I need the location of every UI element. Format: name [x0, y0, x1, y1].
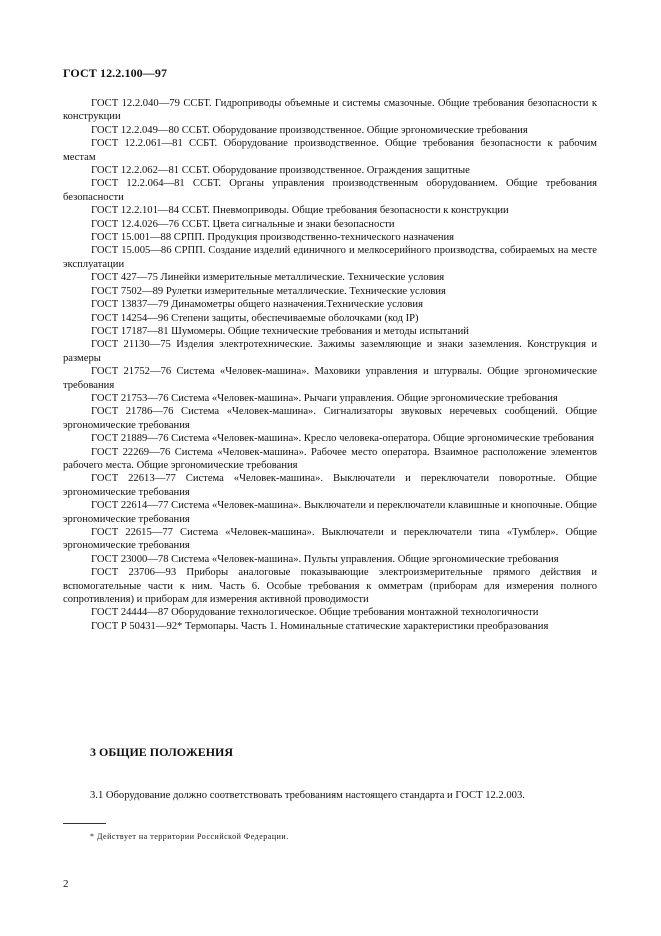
reference-item: ГОСТ 12.2.101—84 ССБТ. Пневмоприводы. Общие требования безопасности к конструкции [91, 205, 509, 217]
reference-item: ГОСТ 21889—76 Система «Человек-машина». Кресло человека-оператора. Общие эргономические требования [91, 433, 594, 445]
reference-item: ГОСТ 21786—76 Система «Человек-машина». Сигнализаторы звуковых неречевых сообщений. Общие эргономические требования [63, 406, 597, 431]
reference-item: ГОСТ Р 50431—92* Термопары. Часть 1. Номинальные статические характеристики преобразования [91, 620, 549, 632]
references-list [63, 97, 597, 633]
reference-item: ГОСТ 427—75 Линейки измерительные металлические. Технические условия [91, 272, 445, 284]
reference-item: ГОСТ 21753—76 Система «Человек-машина». Рычаги управления. Общие эргономические требования [91, 392, 558, 404]
reference-item: ГОСТ 14254—96 Степени защиты, обеспечиваемые оболочками (код IP) [91, 312, 419, 324]
reference-item: ГОСТ 22613—77 Система «Человек-машина». Выключатели и переключатели поворотные. Общие эргономические требования [63, 473, 597, 498]
reference-item: ГОСТ 24444—87 Оборудование технологическое. Общие требования монтажной технологичности [91, 607, 539, 619]
reference-item: ГОСТ 17187—81 Шумомеры. Общие технические требования и методы испытаний [91, 325, 469, 337]
reference-item: ГОСТ 23706—93 Приборы аналоговые показывающие электроизмерительные прямого действия и вспомогательные части к ним. Часть 6. Особые требования к омметрам (приборам для измерения полного сопротивления) и приборам для измерения активной проводимости [63, 567, 597, 606]
reference-item: ГОСТ 15.005—86 СРПП. Создание изделий единичного и мелкосерийного производства, собираемых на месте эксплуатации [63, 245, 597, 270]
reference-item: ГОСТ 12.4.026—76 ССБТ. Цвета сигнальные и знаки безопасности [91, 218, 395, 230]
reference-item: ГОСТ 23000—78 Система «Человек-машина». Пульты управления. Общие эргономические требования [91, 553, 559, 565]
reference-item: ГОСТ 12.2.062—81 ССБТ. Оборудование производственное. Ограждения защитные [91, 165, 470, 177]
reference-item: ГОСТ 7502—89 Рулетки измерительные металлические. Технические условия [91, 285, 446, 297]
section-heading: 3 ОБЩИЕ ПОЛОЖЕНИЯ [90, 745, 234, 759]
body-paragraph: 3.1 Оборудование должно соответствовать требованиям настоящего стандарта и ГОСТ 12.2.003. [90, 790, 525, 801]
reference-item: ГОСТ 22269—76 Система «Человек-машина». Рабочее место оператора. Взаимное расположение элементов рабочего места. Общие эргономические требования [63, 446, 597, 471]
reference-item: ГОСТ 15.001—88 СРПП. Продукция производственно-технического назначения [91, 232, 455, 244]
footnote: * Действует на территории Российской Федерации. [90, 832, 289, 841]
reference-item: ГОСТ 12.2.061—81 ССБТ. Оборудование производственное. Общие требования безопасности к рабочим местам [63, 138, 597, 163]
reference-item: ГОСТ 12.2.064—81 ССБТ. Органы управления производственным оборудованием. Общие требования безопасности [63, 178, 597, 203]
reference-item: ГОСТ 12.2.049—80 ССБТ. Оборудование производственное. Общие эргономические требования [91, 124, 528, 136]
reference-item: ГОСТ 22614—77 Система «Человек-машина». Выключатели и переключатели клавишные и кнопочные. Общие эргономические требования [63, 500, 597, 525]
page-number: 2 [63, 878, 69, 890]
page-header-title: ГОСТ 12.2.100—97 [63, 66, 168, 80]
reference-item: ГОСТ 21752—76 Система «Человек-машина». Маховики управления и штурвалы. Общие эргономические требования [63, 366, 597, 391]
reference-item: ГОСТ 22615—77 Система «Человек-машина». Выключатели и переключатели типа «Тумблер». Общие эргономические требования [63, 527, 597, 552]
reference-item: ГОСТ 13837—79 Динамометры общего назначения.Технические условия [91, 299, 423, 311]
footnote-divider [63, 823, 106, 824]
reference-item: ГОСТ 21130—75 Изделия электротехнические. Зажимы заземляющие и знаки заземления. Конструкция и размеры [63, 339, 597, 364]
reference-item: ГОСТ 12.2.040—79 ССБТ. Гидроприводы объемные и системы смазочные. Общие требования безопасности к конструкции [63, 98, 597, 123]
